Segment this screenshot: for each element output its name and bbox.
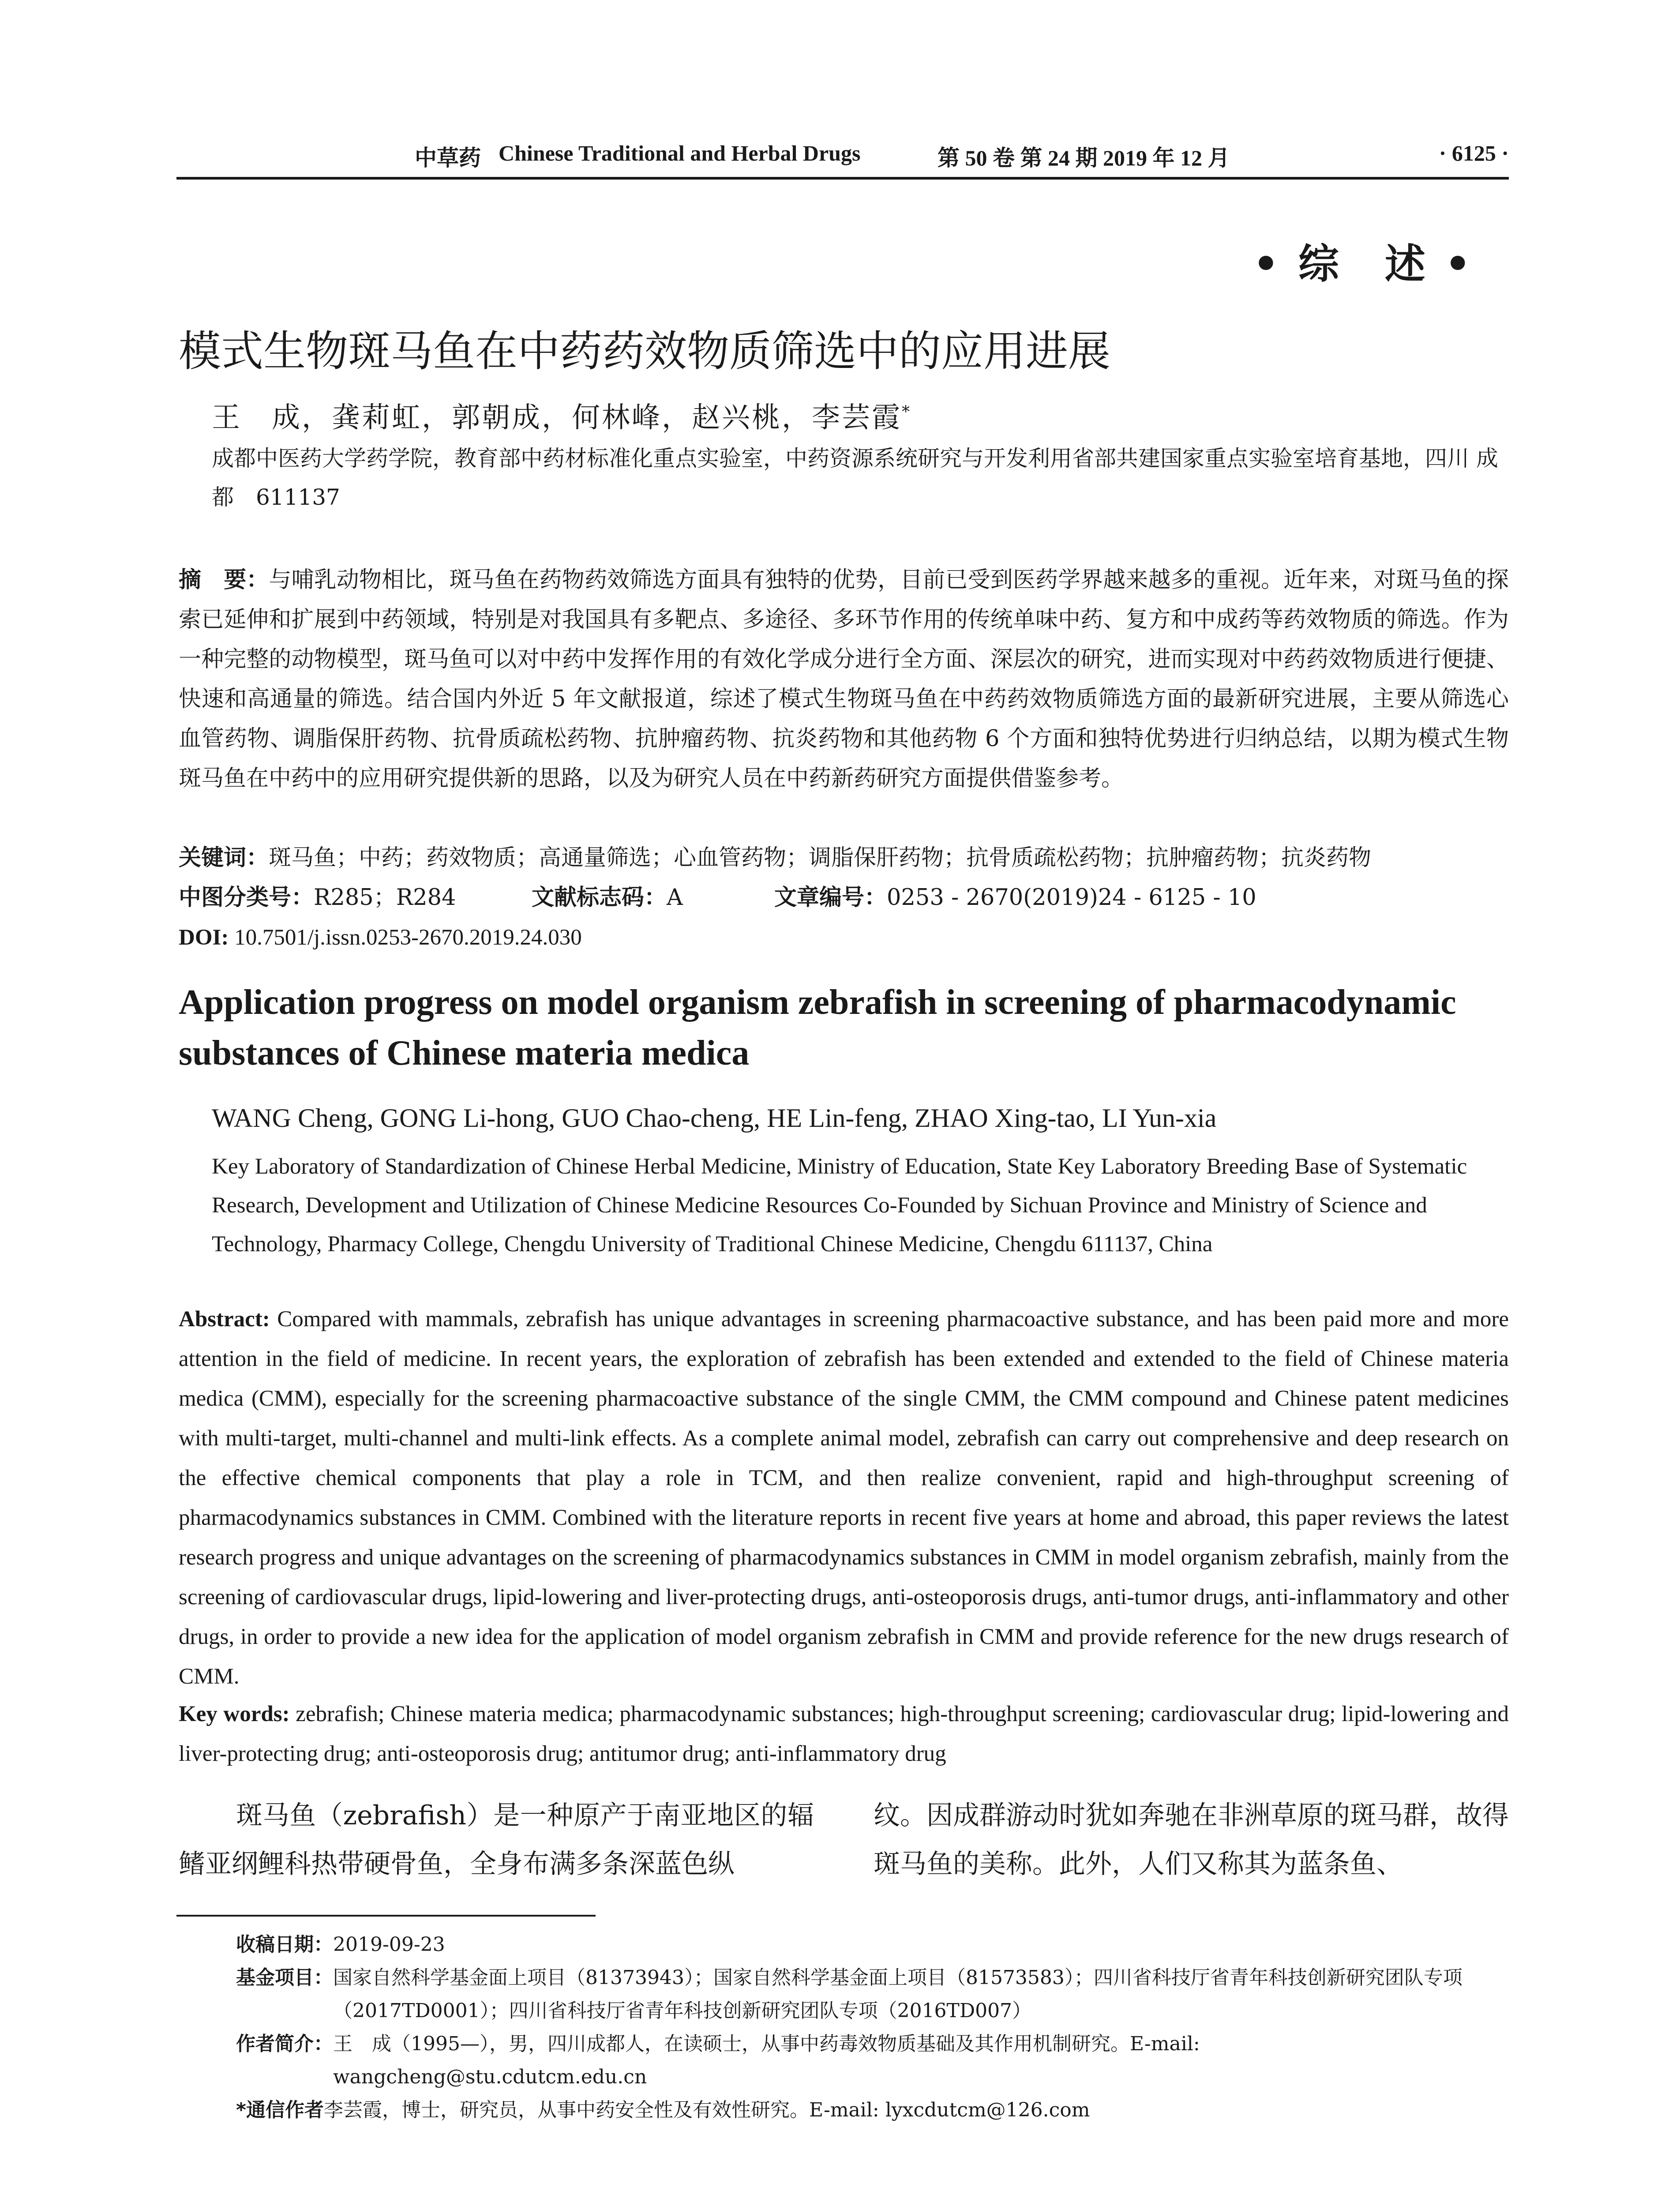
journal-name-en: Chinese Traditional and Herbal Drugs [499,141,861,165]
authors-cn [212,395,911,435]
footnote-text: 2019-09-23 [333,1933,445,1956]
keywords-cn-label: 关键词： [179,845,269,871]
keywords-en [179,1694,1509,1774]
clc-label: 中图分类号： [179,885,314,911]
footnote-label: 作者简介： [236,2033,333,2055]
keywords-en-text: zebrafish; Chinese materia medica; pharmacodynamic substances; high-throughput screening; cardiovascular drug; lipid-lowering and liver-protecting drug; anti-osteoporosis drug; antitumor drug; anti-inflammatory drug [179,1702,1509,1766]
doc-code-label: 文献标志码： [532,885,667,911]
footnote-received [236,1928,1509,1961]
journal-name-cn: 中草药 [415,146,481,170]
document-code [532,878,683,918]
footnote-text: 王 成（1995—），男，四川成都人，在读硕士，从事中药毒效物质基础及其作用机制研究。E-mail: wangcheng@stu.cdutcm.edu.cn [333,2033,1200,2088]
footnotes [236,1928,1509,2127]
issue-info: 第 50 卷 第 24 期 2019 年 12 月 [938,146,1230,170]
running-header [176,140,1509,171]
header-divider [176,177,1509,180]
body-column-left: 斑马鱼（zebrafish）是一种原产于南亚地区的辐鳍亚纲鲤科热带硬骨鱼，全身布满多条深蓝色纵 [179,1800,814,1880]
doi [179,918,582,957]
footnote-author-bio [236,2027,1509,2093]
footnote-text: 李芸霞，博士，研究员，从事中药安全性及有效性研究。E-mail: lyxcdutcm@126.com [324,2099,1090,2121]
keywords-cn [179,838,1509,878]
section-tag: • 综 述 • [1253,240,1474,288]
affiliation-en: Key Laboratory of Standardization of Chinese Herbal Medicine, Ministry of Education, State Key Laboratory Breeding Base of Systematic Research, Development and Utilization of Chinese Medicine Resources Co-Founded by Sichuan Province and Ministry of Science and Technology, Pharmacy College, Chengdu University of Traditional Chinese Medicine, Chengdu 611137, China [212,1154,1467,1257]
footnote-text: 国家自然科学基金面上项目（81373943）；国家自然科学基金面上项目（81573583）；四川省科技厅省青年科技创新研究团队专项（2017TD0001）；四川省科技厅省青年科技创新研究团队专项（2016TD007） [333,1966,1462,2022]
footnote-label: 基金项目： [236,1966,333,1989]
classification-line [179,878,1509,918]
keywords-en-label: Key words: [179,1702,290,1726]
keywords-cn-text: 斑马鱼；中药；药效物质；高通量筛选；心血管药物；调脂保肝药物；抗骨质疏松药物；抗肿瘤药物；抗炎药物 [269,845,1372,871]
body-column-right: 纹。因成群游动时犹如奔驰在非洲草原的斑马群，故得斑马鱼的美称。此外，人们又称其为蓝条鱼、 [874,1800,1509,1880]
doi-label: DOI: [179,925,229,950]
clc-number [179,885,456,911]
footnote-label: *通信作者 [236,2099,324,2121]
abstract-cn-text: 与哺乳动物相比，斑马鱼在药物药效筛选方面具有独特的优势，目前已受到医药学界越来越多的重视。近年来，对斑马鱼的探索已延伸和扩展到中药领域，特别是对我国具有多靶点、多途径、多环节作用的传统单味中药、复方和中成药等药效物质的筛选。作为一种完整的动物模型，斑马鱼可以对中药中发挥作用的有效化学成分进行全方面、深层次的研究，进而实现对中药药效物质进行便捷、快速和高通量的筛选。结合国内外近 5 年文献报道，综述了模式生物斑马鱼在中药药效物质筛选方面的最新研究进展，主要从筛选心血管药物、调脂保肝药物、抗骨质疏松药物、抗肿瘤药物、抗炎药物和其他药物 6 个方面和独特优势进行归纳总结，以期为模式生物斑马鱼在中药中的应用研究提供新的思路，以及为研究人员在中药新药研究方面提供借鉴参考。 [179,567,1509,792]
article-no-value: 0253 - 2670(2019)24 - 6125 - 10 [887,885,1256,911]
doc-code-value: A [667,885,683,911]
article-number [774,878,1256,918]
affiliation-cn: 成都中医药大学药学院，教育部中药材标准化重点实验室，中药资源系统研究与开发利用省部共建国家重点实验室培育基地，四川 成都 611137 [212,446,1498,510]
clc-value: R285；R284 [314,885,456,911]
footnote-corresponding [236,2093,1509,2127]
authors-en: WANG Cheng, GONG Li-hong, GUO Chao-cheng, HE Lin-feng, ZHAO Xing-tao, LI Yun-xia [212,1103,1217,1133]
footnote-funding [236,1961,1509,2027]
article-no-label: 文章编号： [774,885,887,911]
abstract-en-text: Compared with mammals, zebrafish has unique advantages in screening pharmacoactive substance, and has been paid more and more attention in the field of medicine. In recent years, the exploration of zebrafish has been extended and extended to the field of Chinese materia medica (CMM), especially for the screening pharmacoactive substance of the single CMM, the CMM compound and Chinese patent medicines with multi-target, multi-channel and multi-link effects. As a complete animal model, zebrafish can carry out comprehensive and deep research on the effective chemical components that play a role in TCM, and then realize convenient, rapid and high-throughput screening of pharmacodynamics substances in CMM. Combined with the literature reports in recent five years at home and abroad, this paper reviews the latest research progress and unique advantages on the screening of pharmacodynamics substances in CMM in model organism zebrafish, mainly from the screening of cardiovascular drugs, lipid-lowering and liver-protecting drugs, anti-osteoporosis drugs, anti-tumor drugs, anti-inflammatory and other drugs, in order to provide a new idea for the application of model organism zebrafish in CMM and provide reference for the new drugs research of CMM. [179,1307,1509,1689]
footnote-label: 收稿日期： [236,1933,333,1956]
doi-value[interactable]: 10.7501/j.issn.0253-2670.2019.24.030 [234,925,582,950]
abstract-en-label: Abstract: [179,1307,270,1332]
abstract-en [179,1299,1509,1696]
page-number: · 6125 · [1439,141,1509,165]
title-cn: 模式生物斑马鱼在中药药效物质筛选中的应用进展 [179,326,1110,376]
corresponding-mark: * [902,403,911,421]
abstract-cn [179,560,1509,799]
footnote-divider [176,1915,596,1917]
title-en: Application progress on model organism zebrafish in screening of pharmacodynamic substances of Chinese materia medica [179,983,1456,1073]
abstract-cn-label: 摘 要： [179,567,269,593]
authors-cn-text: 王 成，龚莉虹，郭朝成，何林峰，赵兴桃，李芸霞 [212,401,902,434]
